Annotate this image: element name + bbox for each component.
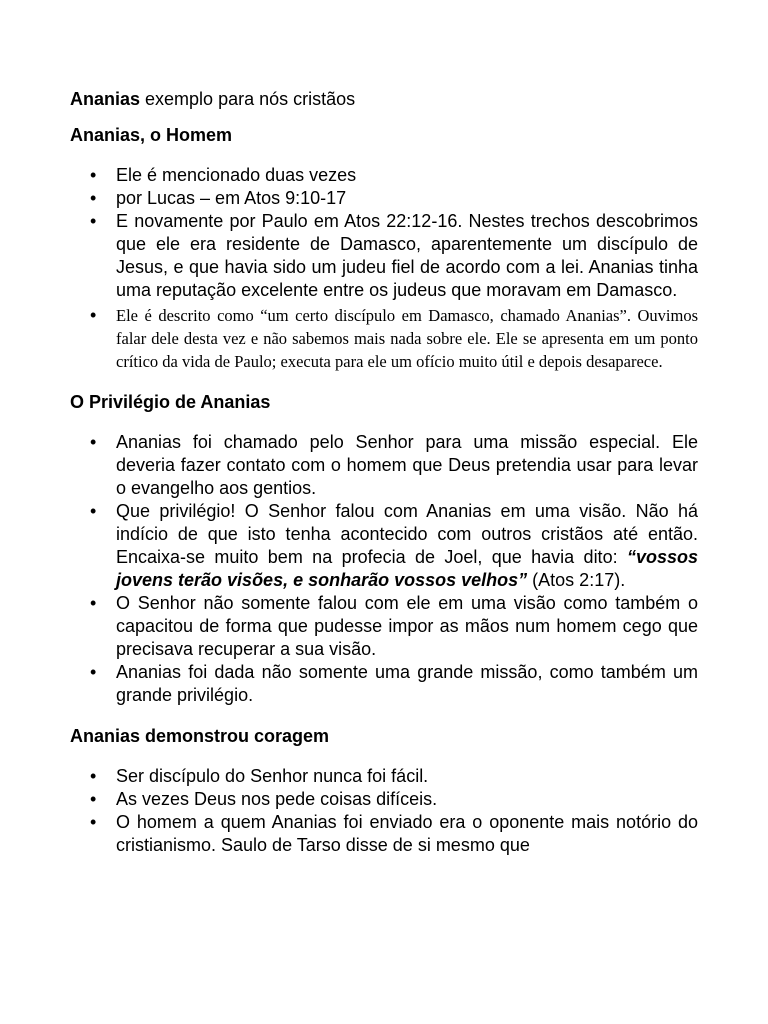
title-rest: exemplo para nós cristãos [140,89,356,109]
list-item: • por Lucas – em Atos 9:10-17 [70,187,698,210]
quote-lead-text: Que privilégio! O Senhor falou com Ananias em uma visão. Não há indício de que isto tenha acontecido com outros cristãos até então. Encaixa-se muito bem na profecia de Joel, que havia dito: [116,501,698,567]
list-item: • Ananias foi chamado pelo Senhor para uma missão especial. Ele deveria fazer contato com o homem que Deus pretendia usar para levar o evangelho aos gentios. [70,431,698,500]
document-page [70,88,698,875]
section-heading-homem: Ananias, o Homem [70,125,233,145]
quote-reference: (Atos 2:17). [527,570,626,590]
list-item-quote [70,500,698,592]
joel-quote: “vossos jovens terão visões, e sonharão vossos velhos” [116,547,698,590]
section-list-coragem [70,765,698,857]
section-list-homem [70,164,698,373]
section-heading-privilegio: O Privilégio de Ananias [70,392,271,412]
list-item: • O Senhor não somente falou com ele em uma visão como também o capacitou de forma que pudesse impor as mãos num homem cego que precisava recuperar a sua visão. [70,592,698,661]
list-item: • Ananias foi dada não somente uma grande missão, como também um grande privilégio. [70,661,698,707]
list-item: • O homem a quem Ananias foi enviado era o oponente mais notório do cristianismo. Saulo de Tarso disse de si mesmo que [70,811,698,857]
title-bold: Ananias [70,89,141,109]
section-list-privilegio [70,431,698,707]
list-item: • Ele é mencionado duas vezes [70,164,698,187]
section-heading-coragem: Ananias demonstrou coragem [70,726,330,746]
list-item: • E novamente por Paulo em Atos 22:12-16. Nestes trechos descobrimos que ele era residente de Damasco, aparentemente um discípulo de Jesus, e que havia sido um judeu fiel de acordo com a lei. Ananias tinha uma reputação excelente entre os judeus que moravam em Damasco. [70,210,698,302]
document-title [70,88,698,110]
list-item: • Ele é descrito como “um certo discípulo em Damasco, chamado Ananias”. Ouvimos falar dele desta vez e não sabemos mais nada sobre ele. Ele se apresenta em um ponto crítico da vida de Paulo; executa para ele um ofício muito útil e depois desaparece. [70,304,698,373]
list-item: • As vezes Deus nos pede coisas difíceis. [70,788,698,811]
list-item: • Ser discípulo do Senhor nunca foi fácil. [70,765,698,788]
